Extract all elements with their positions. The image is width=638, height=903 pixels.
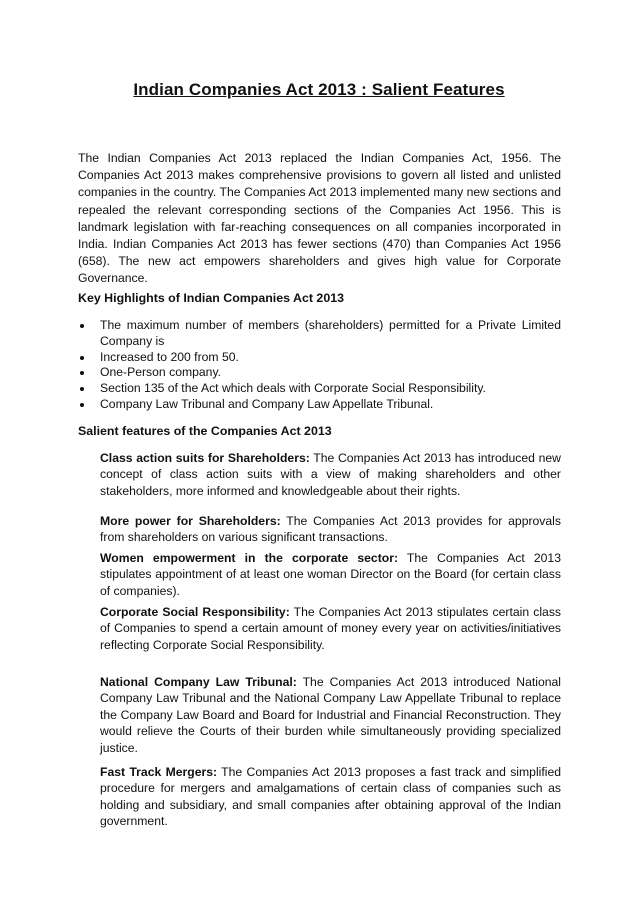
feature-text: The Companies Act 2013 stipulates appointment of at least one woman Director on the Board (for certain class of companies). xyxy=(100,551,561,598)
key-highlights-heading: Key Highlights of Indian Companies Act 2013 xyxy=(78,291,344,305)
feature-text: The Companies Act 2013 introduced National Company Law Tribunal and the National Company Law Appellate Tribunal to replace the Company Law Board and Board for Industrial and Financial Reconstruction. They would relieve the Courts of their burden while simultaneously providing specialized justice. xyxy=(100,675,561,755)
list-item xyxy=(78,381,561,397)
feature-text: The Companies Act 2013 provides for approvals from shareholders on various significant transactions. xyxy=(100,514,561,545)
bullet-icon xyxy=(80,403,84,407)
feature-women-empowerment xyxy=(100,550,561,599)
list-item xyxy=(78,350,561,366)
feature-label: Women empowerment in the corporate sector: xyxy=(100,551,399,565)
bullet-icon xyxy=(80,324,84,328)
feature-nclt xyxy=(100,674,561,756)
feature-label: More power for Shareholders: xyxy=(100,514,281,528)
list-item-text: Company Law Tribunal and Company Law Appellate Tribunal. xyxy=(100,396,434,411)
feature-class-action-suits xyxy=(100,450,561,499)
feature-label: Class action suits for Shareholders: xyxy=(100,451,310,465)
list-item-text: One-Person company. xyxy=(100,365,222,380)
list-item xyxy=(78,365,561,381)
list-item-text: The maximum number of members (shareholders) permitted for a Private Limited Company is xyxy=(100,318,561,348)
feature-text: The Companies Act 2013 proposes a fast track and simplified procedure for mergers and amalgamations of certain class of companies such as holding and subsidiary, and small companies after obtaining approval of the Indian government. xyxy=(100,765,562,829)
feature-shareholder-power xyxy=(100,513,561,546)
feature-csr xyxy=(100,604,561,653)
bullet-icon xyxy=(80,371,84,375)
feature-text: The Companies Act 2013 has introduced new concept of class action suits with a view of making shareholders and other stakeholders, more informed and knowledgeable about their rights. xyxy=(100,451,561,498)
bullet-icon xyxy=(80,356,84,360)
feature-label: Fast Track Mergers: xyxy=(100,765,218,779)
feature-text: The Companies Act 2013 stipulates certain class of Companies to spend a certain amount of money every year on activities/initiatives reflecting Corporate Social Responsibility. xyxy=(100,605,562,652)
intro-paragraph: The Indian Companies Act 2013 replaced the Indian Companies Act, 1956. The Companies Act 2013 makes comprehensive provisions to govern all listed and unlisted companies in the country. The Companies Act 2013 implemented many new sections and repealed the relevant corresponding sections of the Companies Act 1956. This is landmark legislation with far-reaching consequences on all companies incorporated in India. Indian Companies Act 2013 has fewer sections (470) than Companies Act 1956 (658). The new act empowers shareholders and gives high value for Corporate Governance. xyxy=(78,151,561,286)
feature-label: National Company Law Tribunal: xyxy=(100,675,297,689)
page-title: Indian Companies Act 2013 : Salient Features xyxy=(133,80,505,99)
feature-fast-track-mergers xyxy=(100,764,561,830)
list-item-text: Increased to 200 from 50. xyxy=(100,349,239,364)
salient-features-heading: Salient features of the Companies Act 2013 xyxy=(78,424,332,438)
list-item-text: Section 135 of the Act which deals with Corporate Social Responsibility. xyxy=(100,381,486,396)
feature-label: Corporate Social Responsibility: xyxy=(100,605,290,619)
list-item xyxy=(78,318,561,350)
bullet-icon xyxy=(80,387,84,391)
list-item xyxy=(78,397,561,413)
key-highlights-list xyxy=(78,318,561,413)
